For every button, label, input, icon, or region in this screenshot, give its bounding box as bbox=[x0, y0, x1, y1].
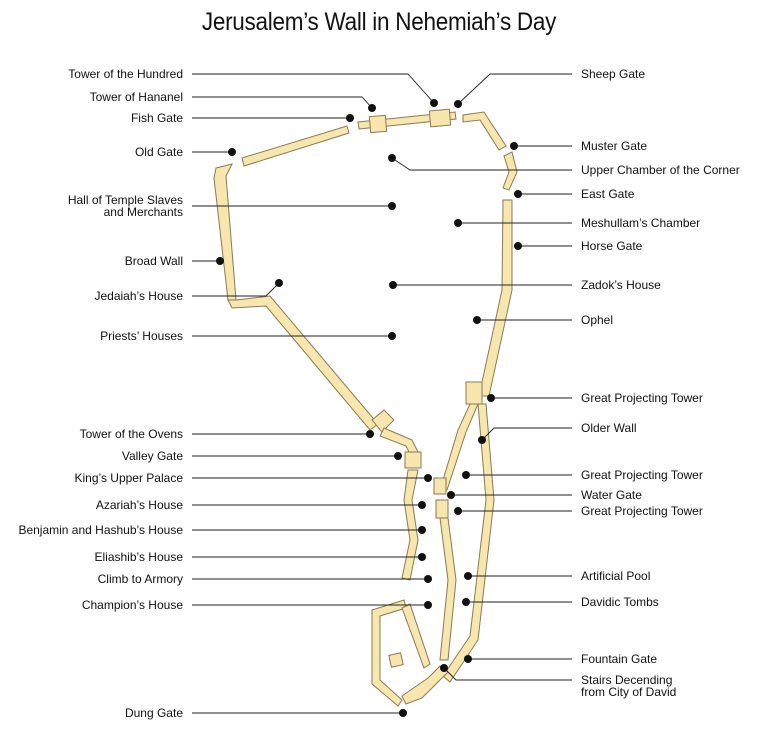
label-zadoks-house bbox=[389, 278, 661, 292]
location-marker-stairs-city-of-david bbox=[440, 664, 448, 672]
label-stairs-city-of-david bbox=[440, 664, 676, 699]
label-artificial-pool bbox=[464, 569, 650, 583]
location-marker-tower-of-hananel bbox=[368, 104, 376, 112]
label-text-meshullams-chamber: Meshullam’s Chamber bbox=[581, 216, 701, 230]
location-marker-fish-gate bbox=[346, 114, 354, 122]
location-marker-east-gate bbox=[514, 190, 522, 198]
label-horse-gate bbox=[514, 239, 643, 253]
location-marker-eliashibs-house bbox=[418, 553, 426, 561]
label-climb-to-armory bbox=[98, 572, 432, 586]
label-text-muster-gate: Muster Gate bbox=[581, 139, 648, 153]
label-older-wall bbox=[478, 421, 637, 444]
label-text-horse-gate: Horse Gate bbox=[581, 239, 643, 253]
location-marker-old-gate bbox=[228, 148, 236, 156]
label-priests-houses bbox=[100, 329, 396, 343]
location-marker-sheep-gate bbox=[454, 100, 462, 108]
label-kings-upper-palace bbox=[74, 471, 432, 485]
label-text-great-projecting-tower-3: Great Projecting Tower bbox=[581, 504, 703, 518]
label-text-broad-wall: Broad Wall bbox=[124, 254, 183, 268]
label-eliashibs-house bbox=[95, 550, 427, 564]
label-text-zadoks-house: Zadok’s House bbox=[581, 278, 661, 292]
label-water-gate bbox=[447, 488, 642, 502]
label-text-upper-chamber-corner: Upper Chamber of the Corner bbox=[581, 163, 740, 177]
label-text-fish-gate: Fish Gate bbox=[130, 111, 183, 125]
label-text-kings-upper-palace: King’s Upper Palace bbox=[74, 471, 183, 485]
label-text-fountain-gate: Fountain Gate bbox=[581, 652, 658, 666]
label-great-projecting-tower-1 bbox=[487, 391, 703, 405]
location-marker-champions-house bbox=[424, 601, 432, 609]
label-great-projecting-tower-2 bbox=[462, 468, 703, 482]
leader-line-stairs-city-of-david bbox=[444, 668, 572, 680]
label-text-eliashibs-house: Eliashib’s House bbox=[94, 550, 183, 564]
label-muster-gate bbox=[510, 139, 647, 153]
label-azariahs-house bbox=[96, 498, 426, 512]
location-marker-great-projecting-tower-2 bbox=[462, 471, 470, 479]
location-marker-kings-upper-palace bbox=[424, 474, 432, 482]
label-text-davidic-tombs: Davidic Tombs bbox=[581, 595, 659, 609]
label-text-azariahs-house: Azariah’s House bbox=[95, 498, 183, 512]
map-title: Jerusalem’s Wall in Nehemiah’s Day bbox=[201, 8, 557, 36]
wall-outline bbox=[214, 109, 517, 706]
label-sheep-gate bbox=[454, 67, 645, 108]
great-projecting-tower-block-2 bbox=[434, 478, 446, 494]
label-text-hall-of-temple-slaves: and Merchants bbox=[103, 205, 183, 219]
label-text-artificial-pool: Artificial Pool bbox=[581, 569, 651, 583]
label-text-tower-of-the-ovens: Tower of the Ovens bbox=[79, 427, 183, 441]
label-text-stairs-city-of-david: from City of David bbox=[581, 685, 677, 699]
location-marker-upper-chamber-corner bbox=[388, 154, 396, 162]
location-marker-great-projecting-tower-3 bbox=[454, 507, 462, 515]
location-marker-davidic-tombs bbox=[462, 598, 470, 606]
east-gate-wall-segment bbox=[503, 152, 517, 190]
label-text-water-gate: Water Gate bbox=[581, 488, 642, 502]
label-text-stairs-city-of-david: Stairs Decending bbox=[581, 673, 673, 687]
label-east-gate bbox=[514, 187, 635, 201]
label-davidic-tombs bbox=[462, 595, 659, 609]
right-label-group bbox=[388, 67, 740, 699]
location-marker-tower-of-the-hundred bbox=[430, 99, 438, 107]
location-marker-ophel bbox=[473, 316, 481, 324]
great-projecting-tower-block-3 bbox=[436, 500, 448, 518]
label-fish-gate bbox=[131, 111, 354, 125]
tower-of-the-ovens-block bbox=[372, 410, 394, 432]
pool-of-siloam-block bbox=[389, 653, 403, 667]
northeast-wall-segment bbox=[463, 112, 506, 150]
label-text-ophel: Ophel bbox=[581, 313, 614, 327]
label-dung-gate bbox=[125, 706, 407, 720]
label-fountain-gate bbox=[464, 652, 657, 666]
location-marker-priests-houses bbox=[388, 332, 396, 340]
location-marker-hall-of-temple-slaves bbox=[388, 202, 396, 210]
location-marker-fountain-gate bbox=[464, 655, 472, 663]
older-wall-inner bbox=[440, 404, 478, 490]
location-marker-older-wall bbox=[478, 436, 486, 444]
label-old-gate bbox=[135, 145, 236, 159]
label-meshullams-chamber bbox=[454, 216, 700, 230]
label-text-dung-gate: Dung Gate bbox=[124, 706, 183, 720]
location-marker-zadoks-house bbox=[389, 281, 397, 289]
location-marker-azariahs-house bbox=[418, 501, 426, 509]
location-marker-dung-gate bbox=[399, 709, 407, 717]
location-marker-valley-gate bbox=[394, 452, 402, 460]
location-marker-tower-of-the-ovens bbox=[366, 430, 374, 438]
label-text-tower-of-the-hundred: Tower of the Hundred bbox=[68, 67, 183, 81]
label-text-hall-of-temple-slaves: Hall of Temple Slaves bbox=[67, 193, 183, 207]
east-wall-segment bbox=[479, 200, 512, 396]
label-text-great-projecting-tower-2: Great Projecting Tower bbox=[581, 468, 703, 482]
great-projecting-tower-block-1 bbox=[466, 382, 482, 404]
label-text-old-gate: Old Gate bbox=[134, 145, 183, 159]
label-text-sheep-gate: Sheep Gate bbox=[581, 67, 646, 81]
city-of-david-east-wall bbox=[440, 518, 456, 660]
label-tower-of-the-ovens bbox=[80, 427, 374, 441]
label-text-tower-of-hananel: Tower of Hananel bbox=[89, 90, 183, 104]
location-marker-muster-gate bbox=[510, 142, 518, 150]
leader-line-sheep-gate bbox=[458, 74, 572, 104]
label-text-climb-to-armory: Climb to Armory bbox=[97, 572, 183, 586]
label-text-priests-houses: Priests’ Houses bbox=[100, 329, 183, 343]
location-marker-water-gate bbox=[447, 491, 455, 499]
label-hall-of-temple-slaves bbox=[68, 193, 396, 219]
label-text-east-gate: East Gate bbox=[581, 187, 635, 201]
south-wall-segment bbox=[402, 666, 448, 704]
broad-wall-segment bbox=[214, 164, 236, 300]
west-wall-segment bbox=[228, 296, 378, 430]
label-valley-gate bbox=[122, 449, 402, 463]
leader-line-older-wall bbox=[482, 428, 572, 440]
tower-of-hananel-block bbox=[369, 115, 386, 132]
old-gate-wall-segment bbox=[242, 126, 349, 166]
pool-wall-segment bbox=[402, 604, 430, 668]
location-marker-artificial-pool bbox=[464, 572, 472, 580]
label-broad-wall bbox=[125, 254, 224, 268]
label-text-valley-gate: Valley Gate bbox=[121, 449, 183, 463]
valley-gate-block bbox=[405, 452, 421, 468]
label-text-benjamin-hashub-house: Benjamin and Hashub’s House bbox=[18, 523, 183, 537]
location-marker-great-projecting-tower-1 bbox=[487, 394, 495, 402]
city-of-david-west-wall bbox=[402, 470, 418, 580]
location-marker-climb-to-armory bbox=[424, 575, 432, 583]
label-benjamin-hashub-house bbox=[18, 523, 426, 537]
label-upper-chamber-corner bbox=[388, 154, 740, 177]
location-marker-broad-wall bbox=[216, 257, 224, 265]
label-text-great-projecting-tower-1: Great Projecting Tower bbox=[581, 391, 703, 405]
label-text-jedaiahs-house: Jedaiah’s House bbox=[94, 289, 183, 303]
leader-line-tower-of-hananel bbox=[192, 97, 372, 108]
location-marker-meshullams-chamber bbox=[454, 219, 462, 227]
label-tower-of-hananel bbox=[90, 90, 376, 112]
location-marker-horse-gate bbox=[514, 242, 522, 250]
label-text-older-wall: Older Wall bbox=[581, 421, 637, 435]
location-marker-jedaiahs-house bbox=[275, 279, 283, 287]
leader-line-tower-of-the-hundred bbox=[192, 74, 434, 103]
location-marker-benjamin-hashub-house bbox=[418, 526, 426, 534]
valley-wall-segment bbox=[380, 428, 418, 454]
leader-line-upper-chamber-corner bbox=[392, 158, 572, 170]
tower-of-the-hundred-block bbox=[429, 109, 450, 127]
label-text-champions-house: Champion’s House bbox=[81, 598, 183, 612]
